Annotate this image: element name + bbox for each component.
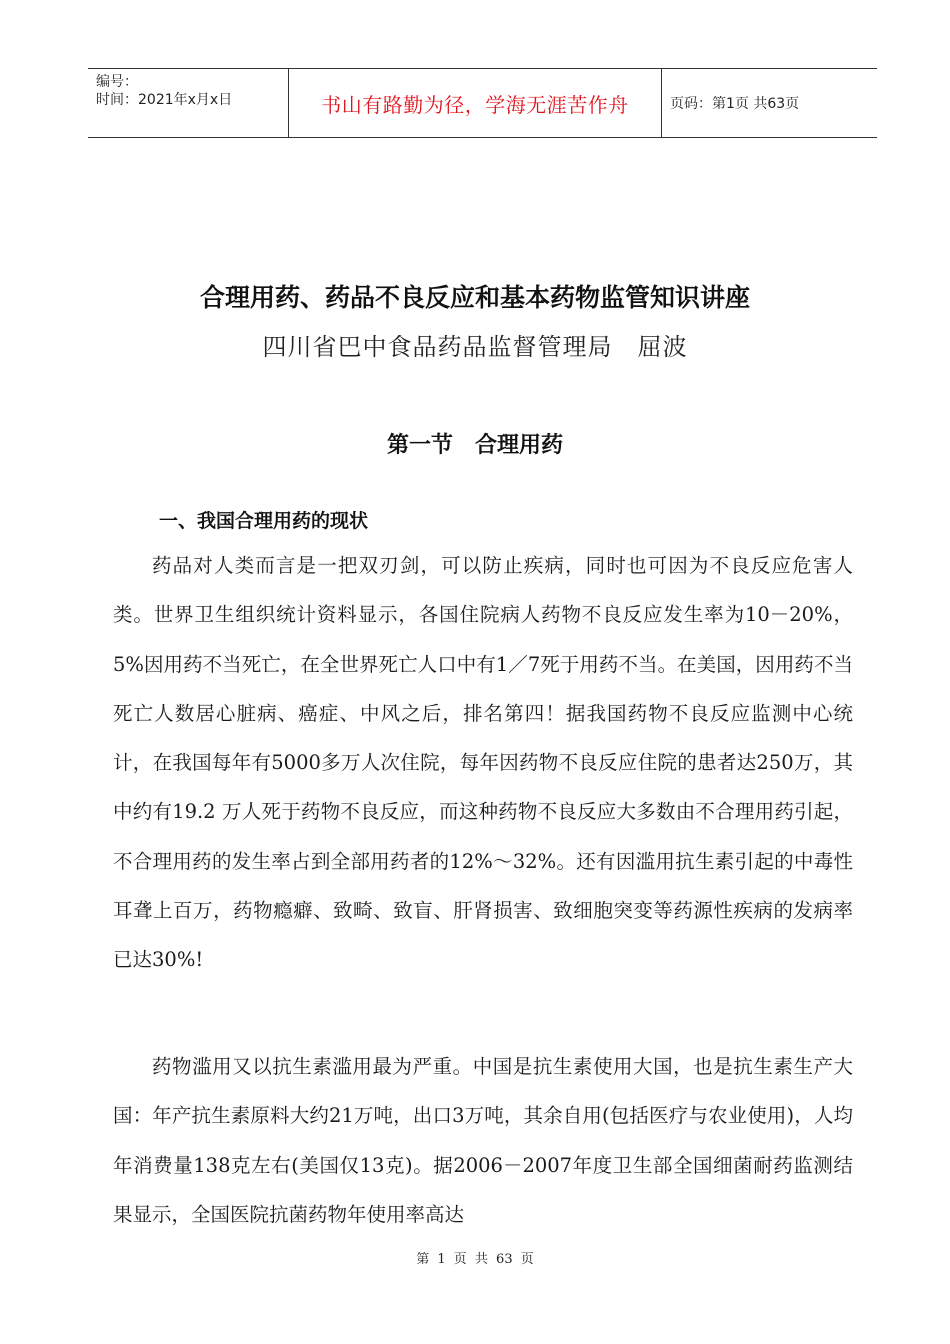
header-meta	[88, 69, 288, 137]
section-title: 第一节 合理用药	[386, 433, 563, 458]
header-motto: 书山有路勤为径，学海无涯苦作舟	[288, 69, 662, 137]
header-page-info: 页码：第1页 共63页	[670, 96, 800, 112]
sub-heading: 一、我国合理用药的现状	[159, 510, 369, 532]
body-paragraph: 药品对人类而言是一把双刃剑，可以防止疾病，同时也可因为不良反应危害人类。世界卫生组织统计资料显示，各国住院病人药物不良反应发生率为10－20%，5%因用药不当死亡，在全世界死亡人口中有1／7死于用药不当。在美国，因用药不当死亡人数居心脏病、癌症、中风之后，排名第四！据我国药物不良反应监测中心统计，在我国每年有5000多万人次住院，每年因药物不良反应住院的患者达250万，其中约有19.2 万人死于药物不良反应，而这种药物不良反应大多数由不合理用药引起，不合理用药的发生率占到全部用药者的12%～32%。还有因滥用抗生素引起的中毒性耳聋上百万，药物瘾癖、致畸、致盲、肝肾损害、致细胞突变等药源性疾病的发病率已达30%!	[113, 554, 853, 972]
time-label: 时间：2021年x月x日	[96, 92, 233, 108]
number-label: 编号：	[96, 74, 138, 90]
body-paragraph: 药物滥用又以抗生素滥用最为严重。中国是抗生素使用大国，也是抗生素生产大国：年产抗生素原料大约21万吨，出口3万吨，其余自用(包括医疗与农业使用)，人均年消费量138克左右(美国仅13克)。据2006－2007年度卫生部全国细菌耐药监测结果显示，全国医院抗菌药物年使用率高达	[113, 1055, 853, 1226]
document-subtitle: 四川省巴中食品药品监督管理局 屈波	[262, 333, 688, 361]
header-table	[88, 68, 877, 138]
page-footer: 第 1 页 共 63 页	[416, 1252, 534, 1267]
document-title: 合理用药、药品不良反应和基本药物监管知识讲座	[199, 283, 750, 312]
